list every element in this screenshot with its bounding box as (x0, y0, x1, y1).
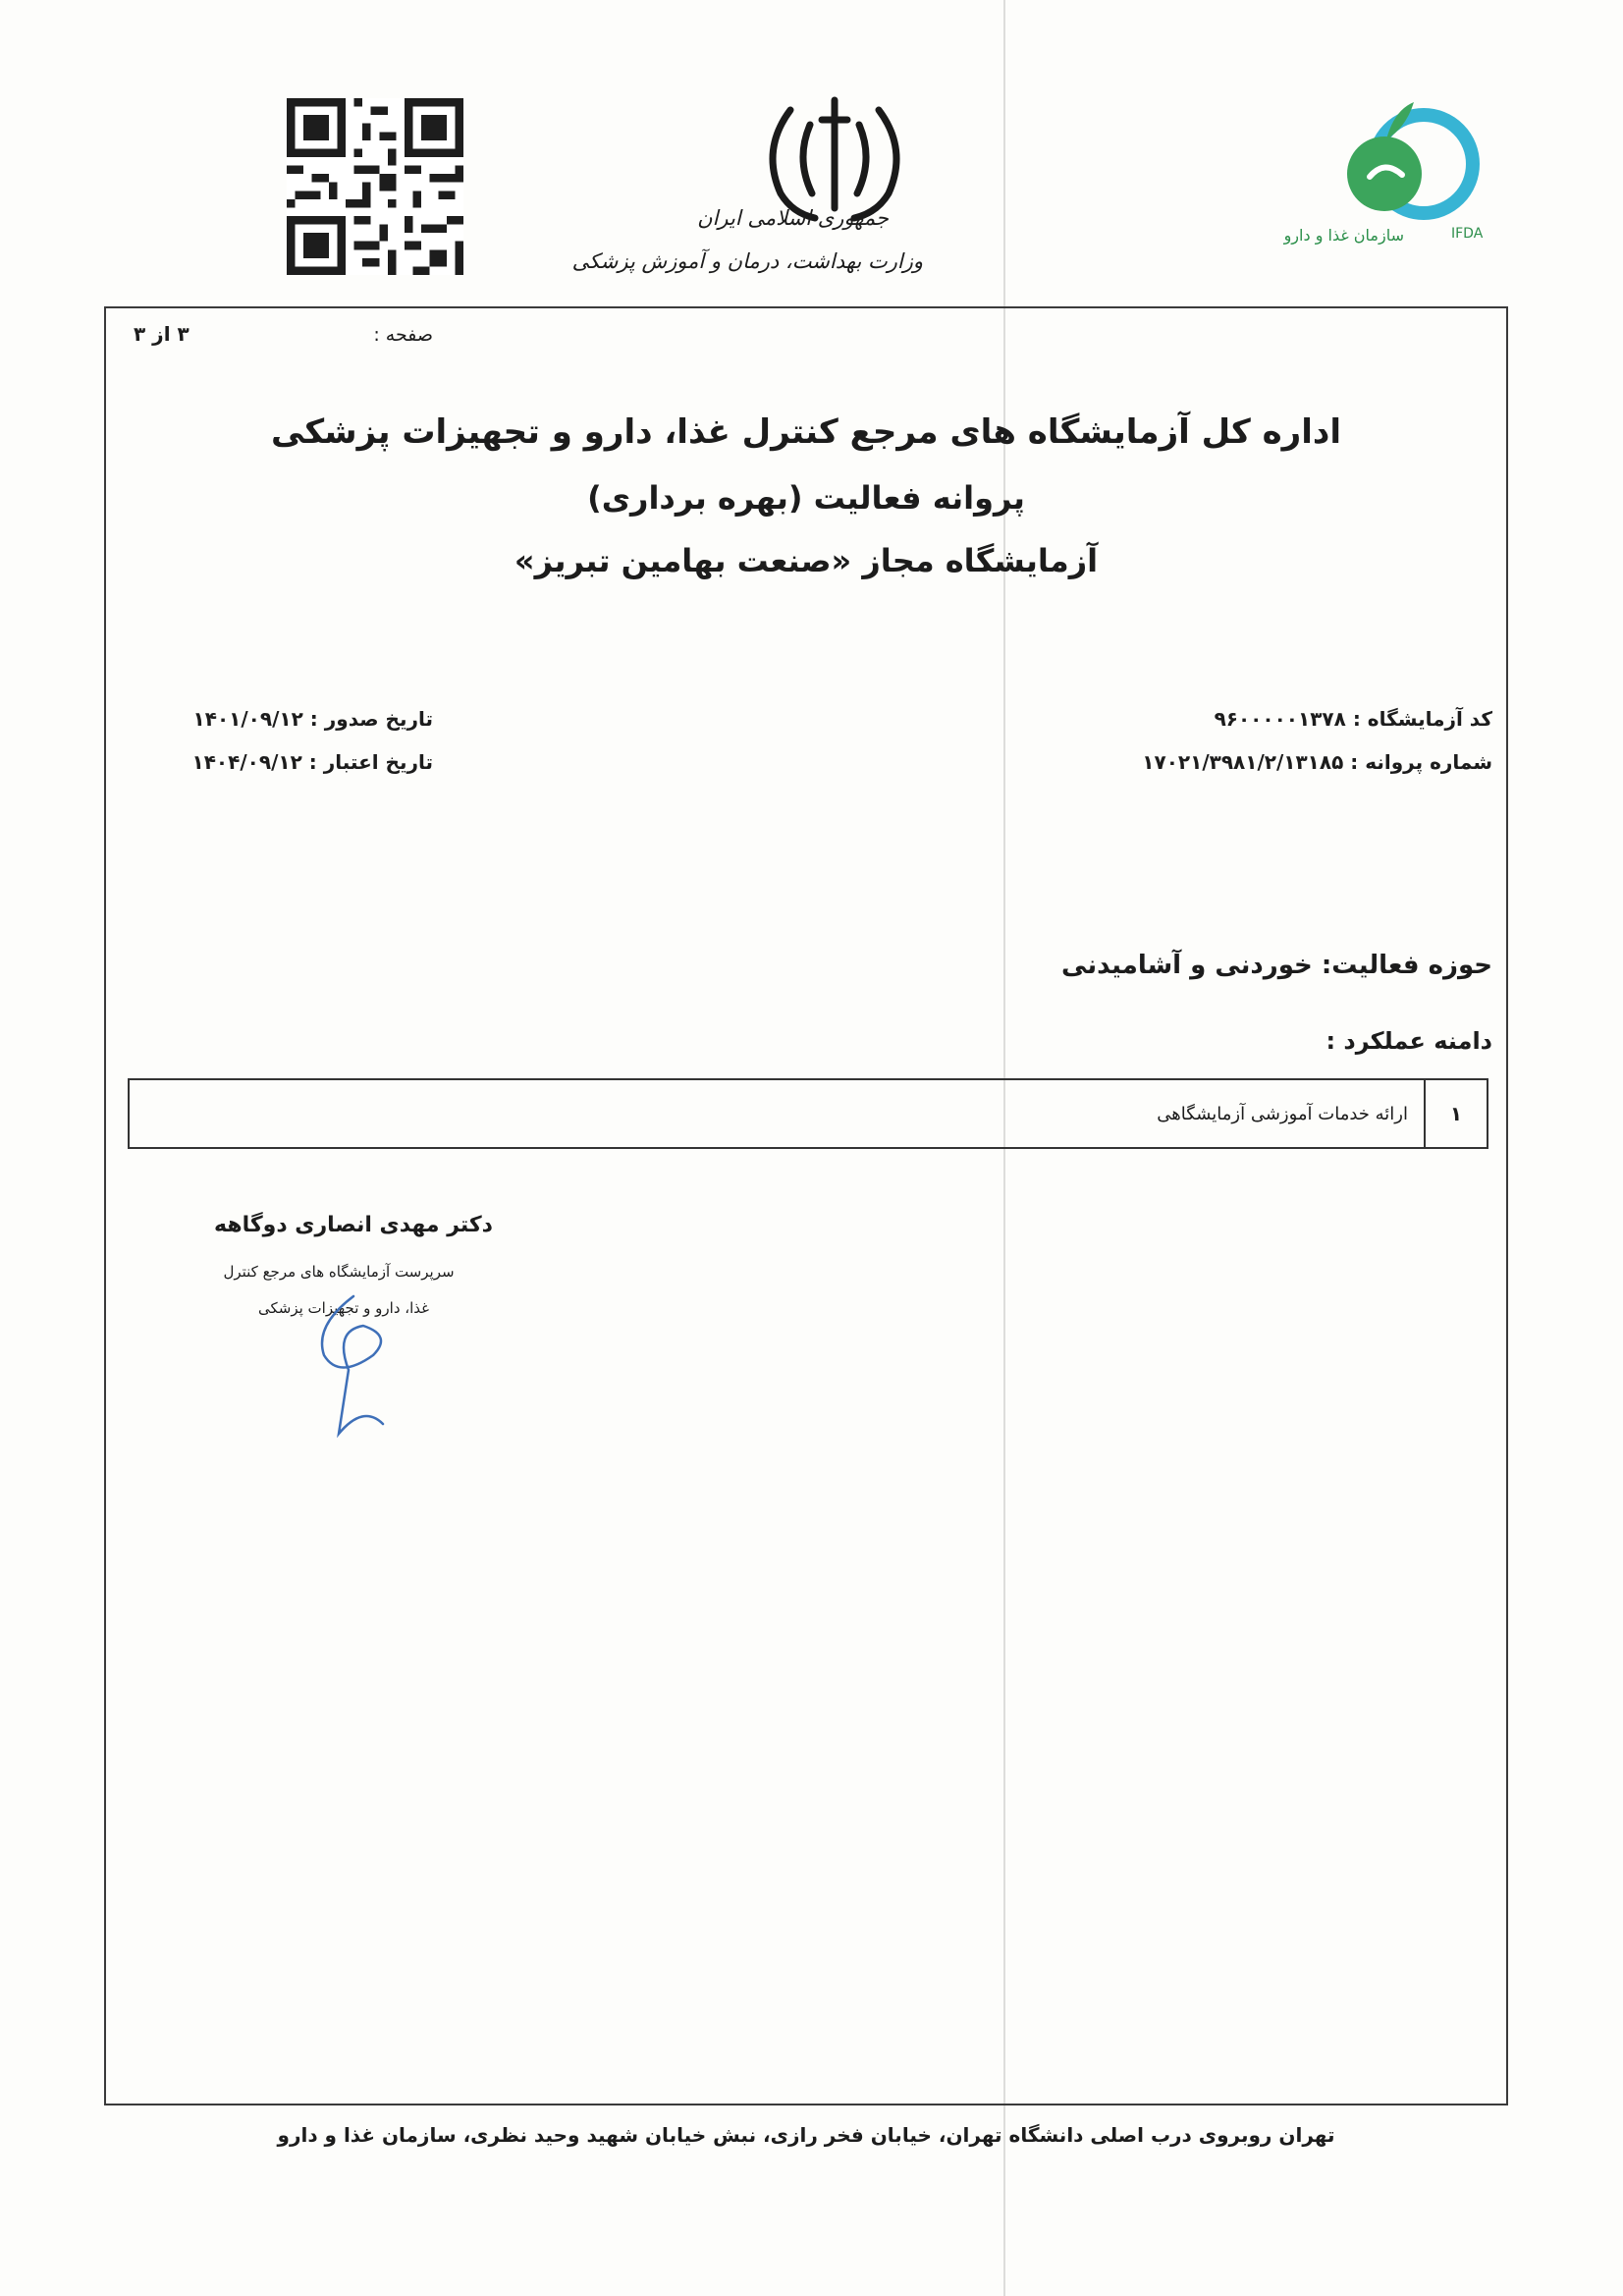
lab-code (1215, 707, 1492, 731)
license-number-label: شماره پروانه : (1350, 750, 1492, 774)
license-number (1142, 750, 1492, 774)
emblem-caption-republic: جمهوری اسلامی ایران (697, 206, 889, 230)
signatory-name: دکتر مهدی انصاری دوگاهه (214, 1213, 493, 1237)
title-license-type: پروانه فعالیت (بهره برداری) (587, 479, 1025, 517)
page-label: صفحه : (373, 324, 433, 346)
signatory-role-line2: غذا، دارو و تجهیزات پزشکی (257, 1299, 430, 1317)
scope-label: دامنه عملکرد : (1325, 1027, 1492, 1055)
qr-code-icon (287, 98, 463, 275)
handwritten-signature-icon (295, 1286, 412, 1444)
license-number-value: ۱۷۰۲۱/۳۹۸۱/۲/۱۳۱۸۵ (1142, 750, 1344, 774)
emblem-caption-ministry: وزارت بهداشت، درمان و آموزش پزشکی (571, 249, 923, 273)
page-number: ۳ از ۳ (134, 322, 189, 346)
activity-field: حوزه فعالیت: خوردنی و آشامیدنی (1061, 951, 1492, 980)
issue-date (193, 707, 433, 731)
footer-address: تهران روبروی درب اصلی دانشگاه تهران، خیابان فخر رازی، نبش خیابان شهید وحید نظری، سازمان غذا و دارو (277, 2123, 1335, 2147)
signatory-role-line1: سرپرست آزمایشگاه های مرجع کنترل (223, 1263, 455, 1281)
expiry-date-label: تاریخ اعتبار : (308, 750, 433, 774)
lab-code-value: ۹۶۰۰۰۰۰۱۳۷۸ (1214, 707, 1346, 731)
issue-date-value: ۱۴۰۱/۰۹/۱۲ (192, 707, 303, 731)
issue-date-label: تاریخ صدور : (309, 707, 433, 731)
title-department: اداره کل آزمایشگاه های مرجع کنترل غذا، دارو و تجهیزات پزشکی (271, 412, 1341, 452)
scope-item-number: ۱ (1424, 1080, 1487, 1147)
title-lab-name: آزمایشگاه مجاز «صنعت بهامین تبریز» (514, 542, 1099, 579)
expiry-date (192, 750, 433, 774)
lab-code-label: کد آزمایشگاه : (1352, 707, 1492, 731)
ifda-name: سازمان غذا و دارو (1283, 226, 1404, 245)
expiry-date-value: ۱۴۰۴/۰۹/۱۲ (191, 750, 302, 774)
scope-table (128, 1078, 1488, 1149)
ifda-abbr: IFDA (1451, 226, 1484, 242)
scope-item-text: ارائه خدمات آموزشی آزمایشگاهی (1157, 1103, 1408, 1124)
